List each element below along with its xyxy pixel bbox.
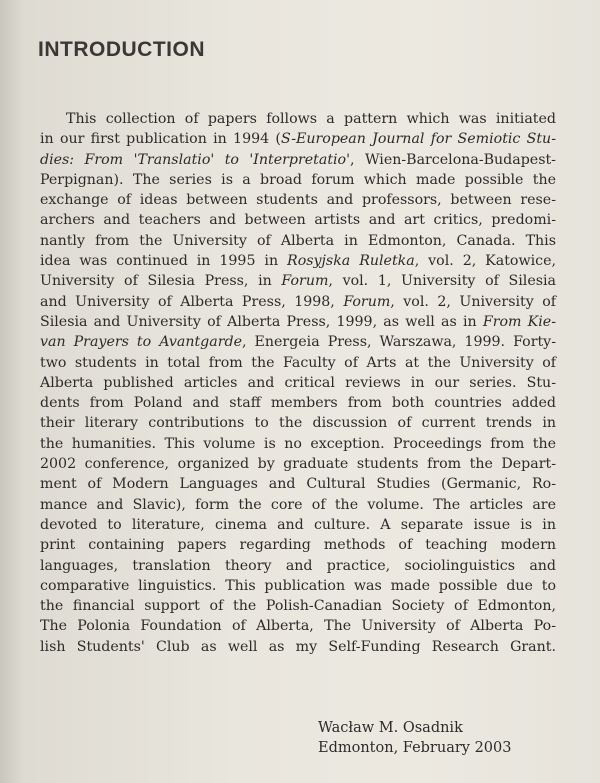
text-segment: , vol. 1, University of Silesia xyxy=(328,273,556,290)
text-line xyxy=(40,535,556,555)
text-line xyxy=(40,271,556,291)
italic-title-text: S-European Journal for Semiotic Stu- xyxy=(280,131,556,148)
text-segment: the financial support of the Polish-Canadian Society of Edmonton, xyxy=(40,598,556,615)
text-segment: 2002 conference, organized by graduate students from the Depart- xyxy=(40,456,556,473)
text-segment: comparative linguistics. This publication was made possible due to xyxy=(40,577,556,594)
author-name: Wacław M. Osadnik xyxy=(318,720,463,736)
text-line xyxy=(40,210,556,230)
text-segment: , vol. 2, Katowice, xyxy=(414,253,556,270)
text-line xyxy=(40,373,556,393)
text-segment: ment of Modern Languages and Cultural Studies (Germanic, Ro- xyxy=(40,476,556,493)
text-line xyxy=(40,495,556,515)
text-segment: in our first publication in 1994 ( xyxy=(40,131,281,148)
introduction-paragraph xyxy=(40,109,556,657)
text-line xyxy=(40,292,556,312)
text-segment: archers and teachers and between artists and art critics, predomi- xyxy=(40,212,556,229)
text-line xyxy=(40,251,556,271)
place-and-date: Edmonton, February 2003 xyxy=(318,740,512,756)
text-segment: exchange of ideas between students and professors, between rese- xyxy=(40,192,556,209)
text-line xyxy=(40,129,556,149)
text-segment: , vol. 2, University of xyxy=(390,293,557,310)
text-line xyxy=(40,596,556,616)
text-segment: the humanities. This volume is no exception. Proceedings from the xyxy=(40,435,556,452)
text-line xyxy=(40,454,556,474)
text-segment: Silesia and University of Alberta Press, 1999, as well as in xyxy=(40,313,483,330)
signature-block xyxy=(318,718,511,758)
text-segment: dents from Poland and staff members from both countries added xyxy=(40,395,556,412)
text-line xyxy=(40,515,556,535)
text-segment: Perpignan). The series is a broad forum which made possible the xyxy=(40,171,556,188)
text-segment: University of Silesia Press, in xyxy=(40,273,282,290)
text-line xyxy=(40,150,556,170)
text-segment: devoted to literature, cinema and culture. A separate issue is in xyxy=(40,516,556,533)
italic-title-text: van Prayers to Avantgarde xyxy=(40,334,242,351)
text-line xyxy=(40,109,556,129)
italic-title-text: Rosyjska Ruletka xyxy=(287,253,415,270)
italic-title-text: Forum xyxy=(281,273,329,290)
italic-title-text: dies: From 'Translatio' to 'Interpretatio' xyxy=(40,151,350,168)
text-segment: and University of Alberta Press, 1998, xyxy=(40,293,344,310)
text-line xyxy=(40,170,556,190)
text-segment: their literary contributions to the discussion of current trends in xyxy=(40,415,556,432)
text-segment: nantly from the University of Alberta in Edmonton, Canada. This xyxy=(40,232,556,249)
text-line xyxy=(40,353,556,373)
text-segment: lish Students' Club as well as my Self-Funding Research Grant. xyxy=(40,638,556,655)
text-segment: The Polonia Foundation of Alberta, The University of Alberta Po- xyxy=(40,618,556,635)
text-line xyxy=(40,576,556,596)
text-line xyxy=(40,434,556,454)
text-segment: , Wien-Barcelona-Budapest- xyxy=(350,151,556,168)
text-segment: This collection of papers follows a pattern which was initiated xyxy=(66,111,556,127)
italic-title-text: From Kie- xyxy=(482,313,556,330)
text-segment: two students in total from the Faculty of Arts at the University of xyxy=(40,354,556,371)
text-line xyxy=(40,190,556,210)
text-line xyxy=(40,474,556,494)
text-segment: mance and Slavic), form the core of the volume. The articles are xyxy=(40,496,556,513)
text-segment: idea was continued in 1995 in xyxy=(40,253,288,270)
page-title: INTRODUCTION xyxy=(38,38,205,61)
text-segment: print containing papers regarding methods of teaching modern xyxy=(40,537,556,554)
text-line xyxy=(40,616,556,636)
text-segment: Alberta published articles and critical reviews in our series. Stu- xyxy=(40,374,556,391)
text-line xyxy=(40,312,556,332)
text-segment: , Energeia Press, Warszawa, 1999. Forty- xyxy=(241,334,556,351)
text-line xyxy=(40,556,556,576)
text-segment: languages, translation theory and practice, sociolinguistics and xyxy=(40,557,556,574)
text-line xyxy=(40,637,556,657)
italic-title-text: Forum xyxy=(343,293,391,310)
text-line xyxy=(40,393,556,413)
text-line xyxy=(40,332,556,352)
text-line xyxy=(40,231,556,251)
text-line xyxy=(40,413,556,433)
